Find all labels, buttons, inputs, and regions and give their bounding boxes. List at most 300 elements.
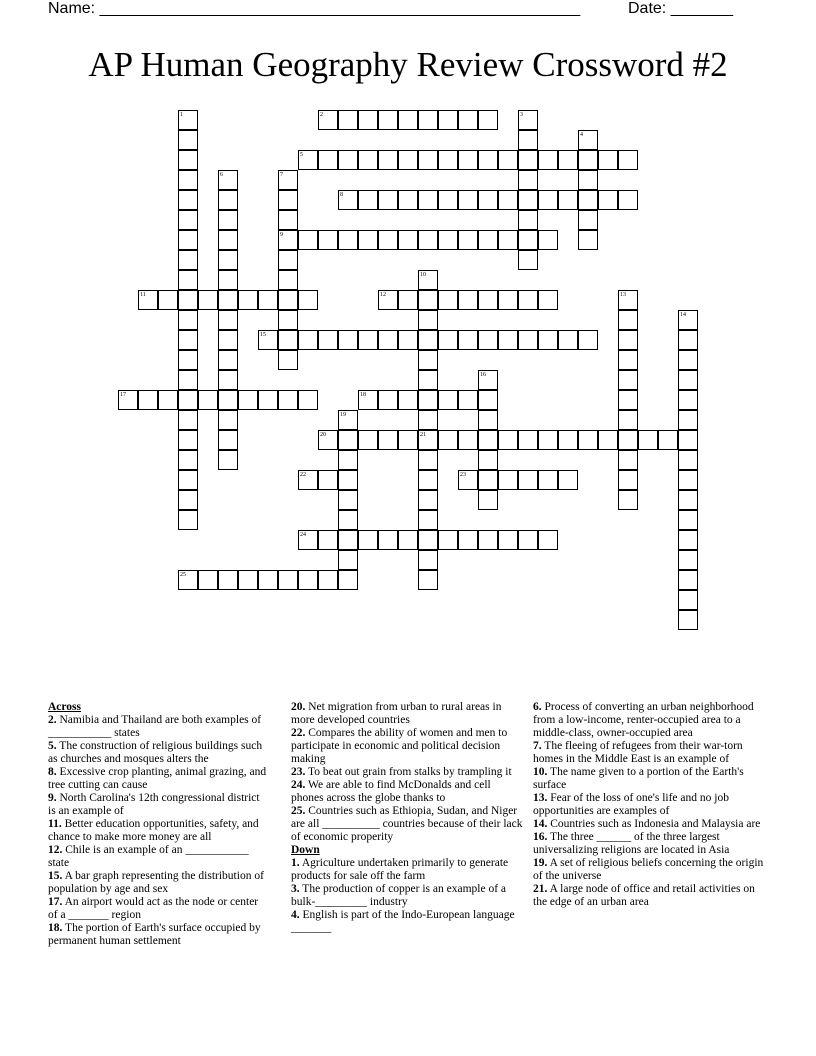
grid-cell[interactable] xyxy=(498,330,518,350)
grid-cell[interactable] xyxy=(458,290,478,310)
grid-cell[interactable] xyxy=(518,150,538,170)
clue-item xyxy=(48,922,270,948)
grid-cell[interactable] xyxy=(278,210,298,230)
grid-cell[interactable] xyxy=(478,430,498,450)
clue-item xyxy=(48,896,270,922)
clue-number: 8 xyxy=(340,192,343,198)
grid-cell[interactable] xyxy=(678,570,698,590)
grid-cell[interactable] xyxy=(298,290,318,310)
grid-cell[interactable] xyxy=(598,190,618,210)
clues-column-2 xyxy=(291,701,523,935)
grid-cell[interactable] xyxy=(318,530,338,550)
grid-cell[interactable] xyxy=(278,350,298,370)
grid-cell[interactable] xyxy=(278,270,298,290)
grid-cell[interactable] xyxy=(498,470,518,490)
grid-cell[interactable] xyxy=(418,290,438,310)
grid-cell[interactable] xyxy=(618,370,638,390)
clue-text: Namibia and Thailand are both examples of ___________ states xyxy=(48,714,262,739)
grid-cell[interactable] xyxy=(318,230,338,250)
grid-cell[interactable] xyxy=(518,190,538,210)
grid-cell[interactable] xyxy=(418,370,438,390)
grid-cell[interactable] xyxy=(478,150,498,170)
grid-cell[interactable] xyxy=(678,410,698,430)
grid-cell[interactable] xyxy=(378,190,398,210)
clue-text: Process of converting an urban neighborhood from a low-income, renter-occupied area to a middle-class, owner-occupied area xyxy=(533,701,754,739)
clue-text: Agriculture undertaken primarily to generate products for sale off the farm xyxy=(291,857,509,882)
grid-cell[interactable] xyxy=(178,190,198,210)
clues-column-1 xyxy=(48,701,270,948)
grid-cell[interactable] xyxy=(178,230,198,250)
clue-number: 1. xyxy=(291,857,300,869)
clue-item xyxy=(291,857,523,883)
grid-cell[interactable] xyxy=(578,430,598,450)
grid-cell[interactable] xyxy=(678,550,698,570)
clue-number: 1 xyxy=(180,112,183,118)
date-field[interactable]: Date: _______ xyxy=(628,0,733,17)
grid-cell[interactable] xyxy=(418,550,438,570)
grid-cell[interactable] xyxy=(678,450,698,470)
clue-item xyxy=(533,766,768,792)
grid-cell[interactable] xyxy=(418,190,438,210)
grid-cell[interactable] xyxy=(678,370,698,390)
grid-cell[interactable] xyxy=(678,530,698,550)
clue-number: 3 xyxy=(520,112,523,118)
grid-cell[interactable] xyxy=(178,510,198,530)
grid-cell[interactable] xyxy=(438,390,458,410)
grid-cell[interactable] xyxy=(478,290,498,310)
grid-cell[interactable] xyxy=(618,470,638,490)
grid-cell[interactable] xyxy=(278,390,298,410)
grid-cell[interactable] xyxy=(418,110,438,130)
grid-cell[interactable] xyxy=(178,470,198,490)
grid-cell[interactable] xyxy=(418,310,438,330)
grid-cell[interactable] xyxy=(618,390,638,410)
grid-cell[interactable] xyxy=(278,250,298,270)
grid-cell[interactable] xyxy=(478,530,498,550)
grid-cell[interactable] xyxy=(238,570,258,590)
grid-cell[interactable] xyxy=(618,150,638,170)
grid-cell[interactable] xyxy=(198,570,218,590)
clue-number: 20. xyxy=(291,701,306,713)
grid-cell[interactable] xyxy=(678,490,698,510)
grid-cell[interactable] xyxy=(218,290,238,310)
clue-text: The portion of Earth's surface occupied by permanent human settlement xyxy=(48,922,261,947)
grid-cell[interactable] xyxy=(498,530,518,550)
clue-text: We are able to find McDonalds and cell phones across the globe thanks to xyxy=(291,779,491,804)
grid-cell[interactable] xyxy=(318,330,338,350)
grid-cell[interactable] xyxy=(678,330,698,350)
grid-cell[interactable] xyxy=(378,430,398,450)
grid-cell[interactable] xyxy=(578,330,598,350)
clue-number: 7. xyxy=(533,740,542,752)
grid-cell[interactable] xyxy=(458,110,478,130)
grid-cell[interactable] xyxy=(338,570,358,590)
grid-cell[interactable] xyxy=(358,530,378,550)
grid-cell[interactable] xyxy=(558,150,578,170)
clue-number: 14 xyxy=(680,312,686,318)
grid-cell[interactable] xyxy=(258,290,278,310)
clue-item xyxy=(48,740,270,766)
clue-text: Excessive crop planting, animal grazing, and tree cutting can cause xyxy=(48,766,267,791)
grid-cell[interactable] xyxy=(678,390,698,410)
grid-cell[interactable] xyxy=(558,330,578,350)
clue-number: 2. xyxy=(48,714,57,726)
grid-cell[interactable] xyxy=(178,430,198,450)
grid-cell[interactable] xyxy=(418,390,438,410)
grid-cell[interactable] xyxy=(678,510,698,530)
grid-cell[interactable] xyxy=(418,530,438,550)
clue-number: 21. xyxy=(533,883,548,895)
grid-cell[interactable] xyxy=(558,470,578,490)
grid-cell[interactable] xyxy=(478,470,498,490)
grid-cell[interactable] xyxy=(298,230,318,250)
grid-cell[interactable] xyxy=(278,310,298,330)
clue-number: 17. xyxy=(48,896,63,908)
clue-number: 13 xyxy=(620,292,626,298)
across-heading: Across xyxy=(48,701,82,713)
clue-text: English is part of the Indo-European language _______ xyxy=(291,909,515,934)
grid-cell[interactable] xyxy=(178,270,198,290)
grid-cell[interactable] xyxy=(138,390,158,410)
grid-cell[interactable] xyxy=(378,230,398,250)
grid-cell[interactable] xyxy=(218,430,238,450)
grid-cell[interactable] xyxy=(218,570,238,590)
clue-text: The construction of religious buildings such as churches and mosques alters the xyxy=(48,740,263,765)
grid-cell[interactable] xyxy=(198,390,218,410)
grid-cell[interactable] xyxy=(338,550,358,570)
grid-cell[interactable] xyxy=(358,430,378,450)
grid-cell[interactable] xyxy=(218,410,238,430)
clue-text: The three ______ of the three largest universalizing religions are located in Asia xyxy=(533,831,730,856)
grid-cell[interactable] xyxy=(318,570,338,590)
grid-cell[interactable] xyxy=(318,150,338,170)
grid-cell[interactable] xyxy=(458,330,478,350)
grid-cell[interactable] xyxy=(338,450,358,470)
grid-cell[interactable] xyxy=(618,410,638,430)
grid-cell[interactable] xyxy=(258,390,278,410)
grid-cell[interactable] xyxy=(358,330,378,350)
grid-cell[interactable] xyxy=(678,350,698,370)
grid-cell[interactable] xyxy=(478,390,498,410)
grid-cell[interactable] xyxy=(538,190,558,210)
grid-cell[interactable] xyxy=(438,110,458,130)
grid-cell[interactable] xyxy=(558,190,578,210)
grid-cell[interactable] xyxy=(178,170,198,190)
grid-cell[interactable] xyxy=(498,290,518,310)
grid-cell[interactable] xyxy=(578,170,598,190)
grid-cell[interactable] xyxy=(438,230,458,250)
grid-cell[interactable] xyxy=(478,450,498,470)
clues-column-3 xyxy=(533,701,768,909)
grid-cell[interactable] xyxy=(498,150,518,170)
grid-cell[interactable] xyxy=(418,330,438,350)
grid-cell[interactable] xyxy=(538,430,558,450)
grid-cell[interactable] xyxy=(478,190,498,210)
grid-cell[interactable] xyxy=(498,430,518,450)
grid-cell[interactable] xyxy=(218,270,238,290)
grid-cell[interactable] xyxy=(638,430,658,450)
grid-cell[interactable] xyxy=(178,390,198,410)
grid-cell[interactable] xyxy=(618,350,638,370)
grid-cell[interactable] xyxy=(518,290,538,310)
grid-cell[interactable] xyxy=(338,470,358,490)
clue-number: 24 xyxy=(300,532,306,538)
clue-number: 9. xyxy=(48,792,57,804)
grid-cell[interactable] xyxy=(678,470,698,490)
grid-cell[interactable] xyxy=(218,350,238,370)
grid-cell[interactable] xyxy=(438,330,458,350)
clue-number: 9 xyxy=(280,232,283,238)
grid-cell[interactable] xyxy=(438,430,458,450)
grid-cell[interactable] xyxy=(418,350,438,370)
grid-cell[interactable] xyxy=(338,430,358,450)
clue-number: 7 xyxy=(280,172,283,178)
grid-cell[interactable] xyxy=(258,570,278,590)
grid-cell[interactable] xyxy=(538,330,558,350)
grid-cell[interactable] xyxy=(558,430,578,450)
grid-cell[interactable] xyxy=(518,250,538,270)
grid-cell[interactable] xyxy=(178,150,198,170)
grid-cell[interactable] xyxy=(398,530,418,550)
grid-cell[interactable] xyxy=(298,390,318,410)
grid-cell[interactable] xyxy=(518,530,538,550)
clue-number: 3. xyxy=(291,883,300,895)
clue-text: North Carolina's 12th congressional district is an example of xyxy=(48,792,260,817)
grid-cell[interactable] xyxy=(418,230,438,250)
grid-cell[interactable] xyxy=(278,290,298,310)
clue-text: The name given to a portion of the Earth's surface xyxy=(533,766,744,791)
grid-cell[interactable] xyxy=(458,530,478,550)
grid-cell[interactable] xyxy=(218,210,238,230)
grid-cell[interactable] xyxy=(178,350,198,370)
grid-cell[interactable] xyxy=(538,150,558,170)
grid-cell[interactable] xyxy=(498,230,518,250)
grid-cell[interactable] xyxy=(358,230,378,250)
grid-cell[interactable] xyxy=(518,130,538,150)
grid-cell[interactable] xyxy=(598,150,618,170)
grid-cell[interactable] xyxy=(398,330,418,350)
grid-cell[interactable] xyxy=(338,110,358,130)
grid-cell[interactable] xyxy=(598,430,618,450)
clue-number: 13. xyxy=(533,792,548,804)
grid-cell[interactable] xyxy=(398,190,418,210)
clue-number: 11 xyxy=(140,292,146,298)
clue-item xyxy=(291,909,523,935)
grid-cell[interactable] xyxy=(438,290,458,310)
clue-number: 24. xyxy=(291,779,306,791)
grid-cell[interactable] xyxy=(218,390,238,410)
grid-cell[interactable] xyxy=(518,170,538,190)
grid-cell[interactable] xyxy=(578,150,598,170)
grid-cell[interactable] xyxy=(458,230,478,250)
grid-cell[interactable] xyxy=(178,310,198,330)
grid-cell[interactable] xyxy=(618,310,638,330)
grid-cell[interactable] xyxy=(298,570,318,590)
grid-cell[interactable] xyxy=(678,610,698,630)
grid-cell[interactable] xyxy=(418,410,438,430)
grid-cell[interactable] xyxy=(178,210,198,230)
grid-cell[interactable] xyxy=(398,390,418,410)
page-title: AP Human Geography Review Crossword #2 xyxy=(88,45,728,84)
grid-cell[interactable] xyxy=(398,230,418,250)
clue-text: Net migration from urban to rural areas in more developed countries xyxy=(291,701,502,726)
grid-cell[interactable] xyxy=(418,570,438,590)
clue-number: 21 xyxy=(420,432,426,438)
grid-cell[interactable] xyxy=(298,330,318,350)
clue-text: Countries such as Indonesia and Malaysia are xyxy=(547,818,761,830)
clue-number: 25 xyxy=(180,572,186,578)
grid-cell[interactable] xyxy=(478,110,498,130)
grid-cell[interactable] xyxy=(538,470,558,490)
grid-cell[interactable] xyxy=(378,110,398,130)
grid-cell[interactable] xyxy=(618,450,638,470)
grid-cell[interactable] xyxy=(278,190,298,210)
clue-text: The fleeing of refugees from their war-torn homes in the Middle East is an example of xyxy=(533,740,743,765)
grid-cell[interactable] xyxy=(498,190,518,210)
grid-cell[interactable] xyxy=(398,110,418,130)
grid-cell[interactable] xyxy=(518,230,538,250)
grid-cell[interactable] xyxy=(458,190,478,210)
clue-item xyxy=(48,870,270,896)
grid-cell[interactable] xyxy=(178,410,198,430)
grid-cell[interactable] xyxy=(438,190,458,210)
clue-text: The production of copper is an example of a bulk-_________ industry xyxy=(291,883,507,908)
grid-cell[interactable] xyxy=(578,210,598,230)
grid-cell[interactable] xyxy=(358,190,378,210)
grid-cell[interactable] xyxy=(618,430,638,450)
grid-cell[interactable] xyxy=(218,370,238,390)
name-field[interactable]: Name: ______________________________________________________ xyxy=(48,0,581,17)
clue-item xyxy=(291,727,523,766)
grid-cell[interactable] xyxy=(618,490,638,510)
grid-cell[interactable] xyxy=(158,290,178,310)
clue-text: A large node of office and retail activities on the edge of an urban area xyxy=(533,883,755,908)
clue-item xyxy=(533,818,768,831)
clue-text: Compares the ability of women and men to participate in economic and political decision making xyxy=(291,727,508,765)
grid-cell[interactable] xyxy=(418,510,438,530)
grid-cell[interactable] xyxy=(678,590,698,610)
grid-cell[interactable] xyxy=(438,530,458,550)
clue-number: 6. xyxy=(533,701,542,713)
grid-cell[interactable] xyxy=(238,390,258,410)
grid-cell[interactable] xyxy=(278,330,298,350)
grid-cell[interactable] xyxy=(398,430,418,450)
grid-cell[interactable] xyxy=(618,330,638,350)
grid-cell[interactable] xyxy=(478,230,498,250)
grid-cell[interactable] xyxy=(218,250,238,270)
grid-cell[interactable] xyxy=(518,470,538,490)
grid-cell[interactable] xyxy=(378,150,398,170)
grid-cell[interactable] xyxy=(338,330,358,350)
grid-cell[interactable] xyxy=(338,510,358,530)
grid-cell[interactable] xyxy=(438,150,458,170)
clue-text: Fear of the loss of one's life and no job opportunities are examples of xyxy=(533,792,729,817)
grid-cell[interactable] xyxy=(178,490,198,510)
clue-number: 10 xyxy=(420,272,426,278)
grid-cell[interactable] xyxy=(678,430,698,450)
grid-cell[interactable] xyxy=(578,190,598,210)
grid-cell[interactable] xyxy=(518,210,538,230)
clue-item xyxy=(533,857,768,883)
grid-cell[interactable] xyxy=(418,470,438,490)
grid-cell[interactable] xyxy=(478,490,498,510)
grid-cell[interactable] xyxy=(538,530,558,550)
grid-cell[interactable] xyxy=(418,490,438,510)
grid-cell[interactable] xyxy=(358,150,378,170)
grid-cell[interactable] xyxy=(318,470,338,490)
clue-number: 23 xyxy=(460,472,466,478)
grid-cell[interactable] xyxy=(178,330,198,350)
clue-number: 10. xyxy=(533,766,548,778)
grid-cell[interactable] xyxy=(458,390,478,410)
grid-cell[interactable] xyxy=(398,150,418,170)
clue-number: 2 xyxy=(320,112,323,118)
grid-cell[interactable] xyxy=(158,390,178,410)
clue-item xyxy=(291,883,523,909)
grid-cell[interactable] xyxy=(398,290,418,310)
grid-cell[interactable] xyxy=(218,190,238,210)
clue-number: 5 xyxy=(300,152,303,158)
grid-cell[interactable] xyxy=(538,230,558,250)
grid-cell[interactable] xyxy=(338,230,358,250)
grid-cell[interactable] xyxy=(518,330,538,350)
grid-cell[interactable] xyxy=(378,390,398,410)
grid-cell[interactable] xyxy=(618,190,638,210)
grid-cell[interactable] xyxy=(218,450,238,470)
clue-number: 23. xyxy=(291,766,306,778)
clue-item xyxy=(291,701,523,727)
grid-cell[interactable] xyxy=(338,530,358,550)
clue-number: 18. xyxy=(48,922,63,934)
grid-cell[interactable] xyxy=(178,450,198,470)
grid-cell[interactable] xyxy=(658,430,678,450)
grid-cell[interactable] xyxy=(338,150,358,170)
clue-item xyxy=(533,740,768,766)
grid-cell[interactable] xyxy=(578,230,598,250)
grid-cell[interactable] xyxy=(458,150,478,170)
grid-cell[interactable] xyxy=(458,430,478,450)
clue-item xyxy=(48,714,270,740)
grid-cell[interactable] xyxy=(538,290,558,310)
clue-number: 14. xyxy=(533,818,548,830)
grid-cell[interactable] xyxy=(378,330,398,350)
clue-text: An airport would act as the node or center of a _______ region xyxy=(48,896,259,921)
grid-cell[interactable] xyxy=(518,430,538,450)
grid-cell[interactable] xyxy=(358,110,378,130)
grid-cell[interactable] xyxy=(418,150,438,170)
grid-cell[interactable] xyxy=(338,490,358,510)
grid-cell[interactable] xyxy=(178,130,198,150)
clue-text: A set of religious beliefs concerning the origin of the universe xyxy=(533,857,764,882)
clue-number: 4 xyxy=(580,132,583,138)
grid-cell[interactable] xyxy=(378,530,398,550)
grid-cell[interactable] xyxy=(418,450,438,470)
down-heading: Down xyxy=(291,844,320,856)
grid-cell[interactable] xyxy=(478,410,498,430)
grid-cell[interactable] xyxy=(218,330,238,350)
grid-cell[interactable] xyxy=(218,310,238,330)
grid-cell[interactable] xyxy=(478,330,498,350)
grid-cell[interactable] xyxy=(178,250,198,270)
grid-cell[interactable] xyxy=(198,290,218,310)
clue-text: A bar graph representing the distribution of population by age and sex xyxy=(48,870,264,895)
grid-cell[interactable] xyxy=(218,230,238,250)
clue-number: 20 xyxy=(320,432,326,438)
grid-cell[interactable] xyxy=(278,570,298,590)
grid-cell[interactable] xyxy=(178,370,198,390)
grid-cell[interactable] xyxy=(178,290,198,310)
grid-cell[interactable] xyxy=(238,290,258,310)
